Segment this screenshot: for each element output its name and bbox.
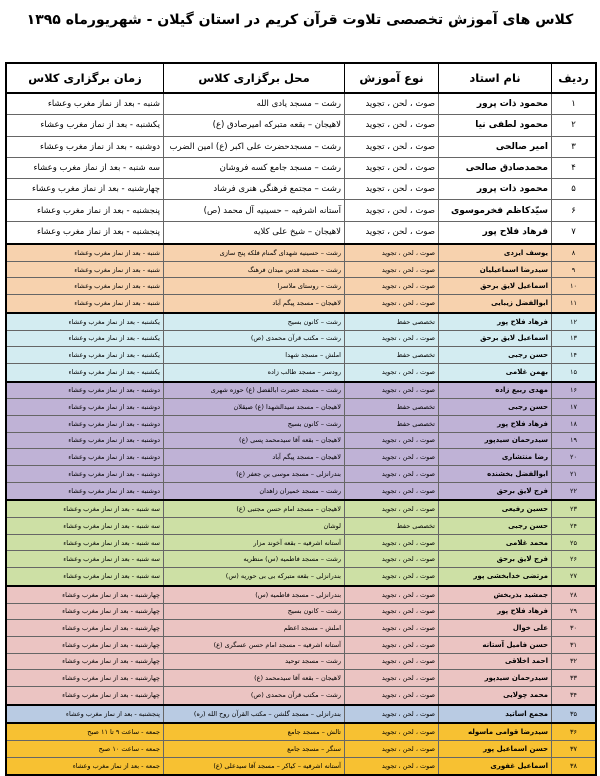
cell-time: دوشنبه - بعد از نماز مغرب وعشاء — [68, 487, 160, 496]
cell-idx: ۱۱ — [551, 295, 595, 312]
cell-name: حسن رجبی — [438, 518, 551, 534]
cell-idx: ۳۰ — [551, 620, 595, 636]
cell-idx: ۲ — [551, 115, 595, 135]
table-row — [7, 670, 595, 687]
cell-name: اسماعیل لایق برحق — [438, 331, 551, 347]
cell-time: جمعه - ساعت ۹ تا ۱۱ صبح — [87, 728, 160, 737]
table-row — [7, 654, 595, 671]
cell-place: لاهیجان – مسجد پیگم آباد — [163, 449, 344, 465]
cell-time: پنجشنبه - بعد از نماز مغرب وعشاء — [36, 205, 160, 216]
table-row — [7, 383, 595, 400]
cell-time: جمعه - ساعت ۱۰ صبح — [98, 744, 160, 753]
cell-type: تخصصی حفظ — [344, 347, 438, 363]
cell-place: رشت – مسجد جامع کسه فروشان — [163, 158, 344, 178]
table-header — [7, 64, 595, 94]
cell-type: صوت ، لحن ، تجوید — [344, 741, 438, 757]
cell-idx: ۳۵ — [551, 706, 595, 723]
table-row — [7, 262, 595, 279]
cell-time: دوشنبه - بعد از نماز مغرب وعشاء — [68, 436, 160, 445]
cell-type: صوت ، لحن ، تجوید — [344, 364, 438, 381]
cell-name: محمدصادق صالحی — [438, 158, 551, 178]
cell-place: لوشان — [163, 518, 344, 534]
cell-time: دوشنبه - بعد از نماز مغرب وعشاء — [68, 419, 160, 428]
cell-idx: ۷ — [551, 222, 595, 243]
cell-idx: ۳۶ — [551, 724, 595, 740]
table-row — [7, 222, 595, 243]
row-group — [7, 587, 595, 704]
table-row — [7, 741, 595, 758]
row-group — [7, 724, 595, 774]
table-row — [7, 587, 595, 604]
header-type: نوع آموزش — [344, 64, 438, 92]
cell-name: سیدرضا اسماعیلیان — [438, 262, 551, 278]
cell-place: رشت – مسجد قدس میدان فرهنگ — [163, 262, 344, 278]
cell-idx: ۱۶ — [551, 383, 595, 399]
cell-name: ابوالفضل زیبایی — [438, 295, 551, 312]
cell-type: صوت ، لحن ، تجوید — [344, 501, 438, 517]
cell-type: صوت ، لحن ، تجوید — [344, 466, 438, 482]
cell-name: بهمن غلامی — [438, 364, 551, 381]
cell-name: اسماعیل غفوری — [438, 758, 551, 775]
cell-place: بندرانزلی – مسجد گلشن – مکتب القرآن روح الله (ره) — [163, 706, 344, 723]
cell-time: چهارشنبه - بعد از نماز مغرب وعشاء — [62, 624, 160, 633]
cell-place: بندرانزلی – مسجد موسی بن جعفر (ع) — [163, 466, 344, 482]
table-row — [7, 314, 595, 331]
cell-idx: ۲۷ — [551, 568, 595, 585]
cell-time: پنجشنبه - بعد از نماز مغرب وعشاء — [65, 709, 160, 718]
cell-type: صوت ، لحن ، تجوید — [344, 568, 438, 585]
cell-idx: ۱۳ — [551, 331, 595, 347]
cell-time: سه شنبه - بعد از نماز مغرب وعشاء — [63, 555, 160, 564]
cell-idx: ۱ — [551, 94, 595, 114]
table-row — [7, 551, 595, 568]
cell-time: دوشنبه - بعد از نماز مغرب وعشاء — [68, 469, 160, 478]
table-row — [7, 724, 595, 741]
cell-type: صوت ، لحن ، تجوید — [344, 115, 438, 135]
cell-type: صوت ، لحن ، تجوید — [344, 687, 438, 704]
cell-time: دوشنبه - بعد از نماز مغرب وعشاء — [68, 386, 160, 395]
cell-type: صوت ، لحن ، تجوید — [344, 433, 438, 449]
cell-name: فرهاد فلاح پور — [438, 314, 551, 330]
cell-idx: ۲۶ — [551, 551, 595, 567]
cell-name: محمد چولایی — [438, 687, 551, 704]
table-row — [7, 501, 595, 518]
cell-name: فرج لایق برحق — [438, 551, 551, 567]
cell-time: دوشنبه - بعد از نماز مغرب وعشاء — [68, 453, 160, 462]
row-group — [7, 383, 595, 500]
cell-name: محمود ذات پرور — [438, 94, 551, 114]
cell-idx: ۳ — [551, 137, 595, 157]
cell-place: آستانه اشرفیه – کیاکر – مسجد آقا سیدعلی (ع) — [163, 758, 344, 775]
table-row — [7, 687, 595, 704]
cell-time: چهارشنبه - بعد از نماز مغرب وعشاء — [62, 590, 160, 599]
cell-place: رشت – کانون بسیج — [163, 604, 344, 620]
cell-name: علی خوال — [438, 620, 551, 636]
table-row — [7, 179, 595, 200]
cell-type: صوت ، لحن ، تجوید — [344, 200, 438, 220]
table-row — [7, 399, 595, 416]
table-row — [7, 115, 595, 136]
cell-type: صوت ، لحن ، تجوید — [344, 158, 438, 178]
cell-time: چهارشنبه - بعد از نماز مغرب وعشاء — [62, 674, 160, 683]
table-row — [7, 94, 595, 115]
cell-type: صوت ، لحن ، تجوید — [344, 222, 438, 243]
cell-name: سیّدکاظم فخرموسوی — [438, 200, 551, 220]
cell-idx: ۳۴ — [551, 687, 595, 704]
cell-place: رشت – مسجد یادی الله — [163, 94, 344, 114]
cell-idx: ۲۹ — [551, 604, 595, 620]
cell-place: رشت – حسینیه شهدای گمنام فلکه پنج سازی — [163, 245, 344, 261]
cell-time: شنبه - بعد از نماز مغرب وعشاء — [74, 265, 160, 274]
cell-time: چهارشنبه - بعد از نماز مغرب وعشاء — [31, 184, 160, 195]
cell-type: صوت ، لحن ، تجوید — [344, 383, 438, 399]
cell-time: شنبه - بعد از نماز مغرب وعشاء — [74, 299, 160, 308]
cell-idx: ۱۷ — [551, 399, 595, 415]
header-place: محل برگزاری کلاس — [163, 64, 344, 92]
cell-type: صوت ، لحن ، تجوید — [344, 604, 438, 620]
cell-place: رشت – مکتب قرآن محمدی (ص) — [163, 687, 344, 704]
cell-place: املش – مسجد شهدا — [163, 347, 344, 363]
cell-type: تخصصی حفظ — [344, 518, 438, 534]
cell-place: لاهیجان – شیخ علی کلایه — [163, 222, 344, 243]
cell-name: رضا منتشاری — [438, 449, 551, 465]
cell-place: بندرانزلی – مسجد فاطمیه (س) — [163, 587, 344, 603]
cell-idx: ۲۸ — [551, 587, 595, 603]
table-row — [7, 706, 595, 723]
cell-place: لاهیجان – بقعه آقا سیدمحمد پسی (ع) — [163, 433, 344, 449]
cell-idx: ۳۲ — [551, 654, 595, 670]
cell-type: صوت ، لحن ، تجوید — [344, 654, 438, 670]
cell-name: فرهاد فلاح پور — [438, 604, 551, 620]
cell-place: رشت – روستای ملاسرا — [163, 278, 344, 294]
cell-place: رشت – مسجدحضرت علی اکبر (ع) امین الضرب — [163, 137, 344, 157]
table-row — [7, 364, 595, 381]
cell-time: دوشنبه - بعد از نماز مغرب وعشاء — [39, 141, 160, 152]
table-row — [7, 568, 595, 585]
table-row — [7, 416, 595, 433]
cell-idx: ۳۳ — [551, 670, 595, 686]
table-row — [7, 278, 595, 295]
cell-type: صوت ، لحن ، تجوید — [344, 245, 438, 261]
cell-name: یوسف ایزدی — [438, 245, 551, 261]
row-group — [7, 94, 595, 243]
cell-type: صوت ، لحن ، تجوید — [344, 535, 438, 551]
cell-name: فرهاد فلاح پور — [438, 222, 551, 243]
cell-place: سنگر – مسجد جامع — [163, 741, 344, 757]
cell-place: رشت – مکتب قرآن محمدی (ص) — [163, 331, 344, 347]
cell-place: رشت – مسجد خمیران زاهدان — [163, 483, 344, 500]
row-group — [7, 245, 595, 312]
table-row — [7, 483, 595, 500]
cell-type: صوت ، لحن ، تجوید — [344, 637, 438, 653]
cell-time: شنبه - بعد از نماز مغرب وعشاء — [74, 248, 160, 257]
cell-idx: ۲۲ — [551, 483, 595, 500]
cell-time: چهارشنبه - بعد از نماز مغرب وعشاء — [62, 640, 160, 649]
cell-name: حسین رفیعی — [438, 501, 551, 517]
cell-idx: ۳۱ — [551, 637, 595, 653]
table-row — [7, 331, 595, 348]
row-group — [7, 706, 595, 723]
cell-type: صوت ، لحن ، تجوید — [344, 483, 438, 500]
cell-type: صوت ، لحن ، تجوید — [344, 724, 438, 740]
cell-type: تخصصی حفظ — [344, 416, 438, 432]
cell-time: سه شنبه - بعد از نماز مغرب وعشاء — [63, 505, 160, 514]
cell-idx: ۸ — [551, 245, 595, 261]
cell-time: سه شنبه - بعد از نماز مغرب وعشاء — [63, 521, 160, 530]
cell-type: صوت ، لحن ، تجوید — [344, 331, 438, 347]
cell-time: جمعه - بعد از نماز مغرب وعشاء — [72, 762, 160, 771]
table-row — [7, 518, 595, 535]
cell-name: سیدرحمان سیدپور — [438, 670, 551, 686]
cell-place: املش – مسجد اعظم — [163, 620, 344, 636]
cell-place: رشت – مسجد فاطمیه (س) منظریه — [163, 551, 344, 567]
cell-name: جمشید بذربخش — [438, 587, 551, 603]
table-row — [7, 620, 595, 637]
cell-name: سیدرضا قوامی ماسوله — [438, 724, 551, 740]
cell-place: آستانه اشرفیه – بقعه آخوند مزار — [163, 535, 344, 551]
cell-name: محمود ذات پرور — [438, 179, 551, 199]
cell-idx: ۶ — [551, 200, 595, 220]
cell-idx: ۲۳ — [551, 501, 595, 517]
header-time: زمان برگزاری کلاس — [28, 71, 142, 85]
cell-time: یکشنبه - بعد از نماز مغرب وعشاء — [68, 334, 160, 343]
cell-place: رشت – مسجد توحید — [163, 654, 344, 670]
cell-place: آستانه اشرفیه – حسینیه آل محمد (ص) — [163, 200, 344, 220]
cell-type: صوت ، لحن ، تجوید — [344, 94, 438, 114]
cell-type: صوت ، لحن ، تجوید — [344, 449, 438, 465]
cell-type: صوت ، لحن ، تجوید — [344, 262, 438, 278]
cell-place: لاهیجان – مسجد امام حسن مجتبی (ع) — [163, 501, 344, 517]
cell-time: سه شنبه - بعد از نماز مغرب وعشاء — [63, 538, 160, 547]
cell-place: لاهیجان – بقعه آقا سیدمحمد (ع) — [163, 670, 344, 686]
cell-name: فرهاد فلاح پور — [438, 416, 551, 432]
cell-idx: ۱۹ — [551, 433, 595, 449]
cell-name: مرتضی خدابخشی پور — [438, 568, 551, 585]
cell-time: شنبه - بعد از نماز مغرب وعشاء — [74, 282, 160, 291]
cell-type: صوت ، لحن ، تجوید — [344, 179, 438, 199]
cell-name: حسن اسماعیل پور — [438, 741, 551, 757]
table-row — [7, 200, 595, 221]
cell-idx: ۱۰ — [551, 278, 595, 294]
cell-idx: ۲۰ — [551, 449, 595, 465]
cell-type: صوت ، لحن ، تجوید — [344, 278, 438, 294]
header-idx: ردیف — [551, 64, 595, 92]
cell-place: تالش – مسجد جامع — [163, 724, 344, 740]
cell-place: رشت – مجتمع فرهنگی هنری فرشاد — [163, 179, 344, 199]
cell-name: محمد غلامی — [438, 535, 551, 551]
cell-time: چهارشنبه - بعد از نماز مغرب وعشاء — [62, 607, 160, 616]
cell-type: صوت ، لحن ، تجوید — [344, 295, 438, 312]
cell-place: رشت – کانون بسیج — [163, 314, 344, 330]
table-row — [7, 433, 595, 450]
cell-idx: ۵ — [551, 179, 595, 199]
cell-time: شنبه - بعد از نماز مغرب وعشاء — [47, 99, 160, 110]
cell-place: رشت – کانون بسیج — [163, 416, 344, 432]
row-group — [7, 501, 595, 584]
cell-place: لاهیجان – مسجد سیدالشهدا (ع) صیقلان — [163, 399, 344, 415]
cell-idx: ۴ — [551, 158, 595, 178]
table-row — [7, 535, 595, 552]
cell-time: چهارشنبه - بعد از نماز مغرب وعشاء — [62, 691, 160, 700]
table-row — [7, 158, 595, 179]
table-row — [7, 758, 595, 775]
cell-place: رشت – مسجد حضرت ابالفضل (ع) حوزه شهری — [163, 383, 344, 399]
cell-place: لاهیجان – بقعه متبرکه امیرصادق (ع) — [163, 115, 344, 135]
cell-place: لاهیجان – مسجد پیگم آباد — [163, 295, 344, 312]
cell-time: یکشنبه - بعد از نماز مغرب وعشاء — [68, 368, 160, 377]
cell-name: حسن فامیل آستانه — [438, 637, 551, 653]
schedule-table — [5, 62, 597, 776]
cell-name: ابوالفضل بخشنده — [438, 466, 551, 482]
table-row — [7, 347, 595, 364]
cell-time: سه شنبه - بعد از نماز مغرب وعشاء — [63, 572, 160, 581]
table-row — [7, 466, 595, 483]
cell-idx: ۱۵ — [551, 364, 595, 381]
cell-type: تخصصی حفظ — [344, 399, 438, 415]
table-body — [7, 94, 595, 774]
cell-place: آستانه اشرفیه – مسجد امام حسن عسگری (ع) — [163, 637, 344, 653]
table-row — [7, 637, 595, 654]
cell-place: بندرانزلی – بقعه متبرکه بی بی حوریه (س) — [163, 568, 344, 585]
cell-type: صوت ، لحن ، تجوید — [344, 620, 438, 636]
cell-idx: ۲۱ — [551, 466, 595, 482]
cell-name: حسن رجبی — [438, 399, 551, 415]
header-name: نام استاد — [438, 64, 551, 92]
cell-idx: ۳۷ — [551, 741, 595, 757]
cell-time: سه شنبه - بعد از نماز مغرب وعشاء — [33, 163, 160, 174]
cell-idx: ۳۸ — [551, 758, 595, 775]
cell-name: احمد اخلاقی — [438, 654, 551, 670]
table-row — [7, 295, 595, 312]
cell-time: یکشنبه - بعد از نماز مغرب وعشاء — [68, 351, 160, 360]
cell-time: چهارشنبه - بعد از نماز مغرب وعشاء — [62, 657, 160, 666]
cell-time: دوشنبه - بعد از نماز مغرب وعشاء — [68, 403, 160, 412]
cell-type: صوت ، لحن ، تجوید — [344, 758, 438, 775]
cell-name: فرج لایق برحق — [438, 483, 551, 500]
cell-time: یکشنبه - بعد از نماز مغرب وعشاء — [40, 120, 160, 131]
cell-name: مجمع اساتید — [438, 706, 551, 723]
cell-type: صوت ، لحن ، تجوید — [344, 587, 438, 603]
cell-idx: ۲۵ — [551, 535, 595, 551]
cell-name: محمود لطفی نیا — [438, 115, 551, 135]
cell-name: اسماعیل لایق برحق — [438, 278, 551, 294]
cell-name: مهدی ربیع زاده — [438, 383, 551, 399]
table-row — [7, 604, 595, 621]
cell-name: امیر صالحی — [438, 137, 551, 157]
table-row — [7, 245, 595, 262]
cell-name: سیدرحمان سیدپور — [438, 433, 551, 449]
cell-time: یکشنبه - بعد از نماز مغرب وعشاء — [68, 317, 160, 326]
table-row — [7, 449, 595, 466]
cell-type: صوت ، لحن ، تجوید — [344, 670, 438, 686]
cell-idx: ۱۸ — [551, 416, 595, 432]
cell-idx: ۱۴ — [551, 347, 595, 363]
table-row — [7, 137, 595, 158]
row-group — [7, 314, 595, 381]
cell-idx: ۲۴ — [551, 518, 595, 534]
cell-type: صوت ، لحن ، تجوید — [344, 551, 438, 567]
cell-idx: ۹ — [551, 262, 595, 278]
cell-place: رودسر – مسجد طالب زاده — [163, 364, 344, 381]
cell-type: تخصصی حفظ — [344, 314, 438, 330]
cell-type: صوت ، لحن ، تجوید — [344, 706, 438, 723]
cell-type: صوت ، لحن ، تجوید — [344, 137, 438, 157]
cell-time: پنجشنبه - بعد از نماز مغرب وعشاء — [36, 227, 160, 238]
page-title: کلاس های آموزش تخصصی تلاوت قرآن کریم در استان گیلان - شهریورماه ۱۳۹۵ — [26, 12, 574, 28]
cell-idx: ۱۲ — [551, 314, 595, 330]
cell-name: حسن رجبی — [438, 347, 551, 363]
